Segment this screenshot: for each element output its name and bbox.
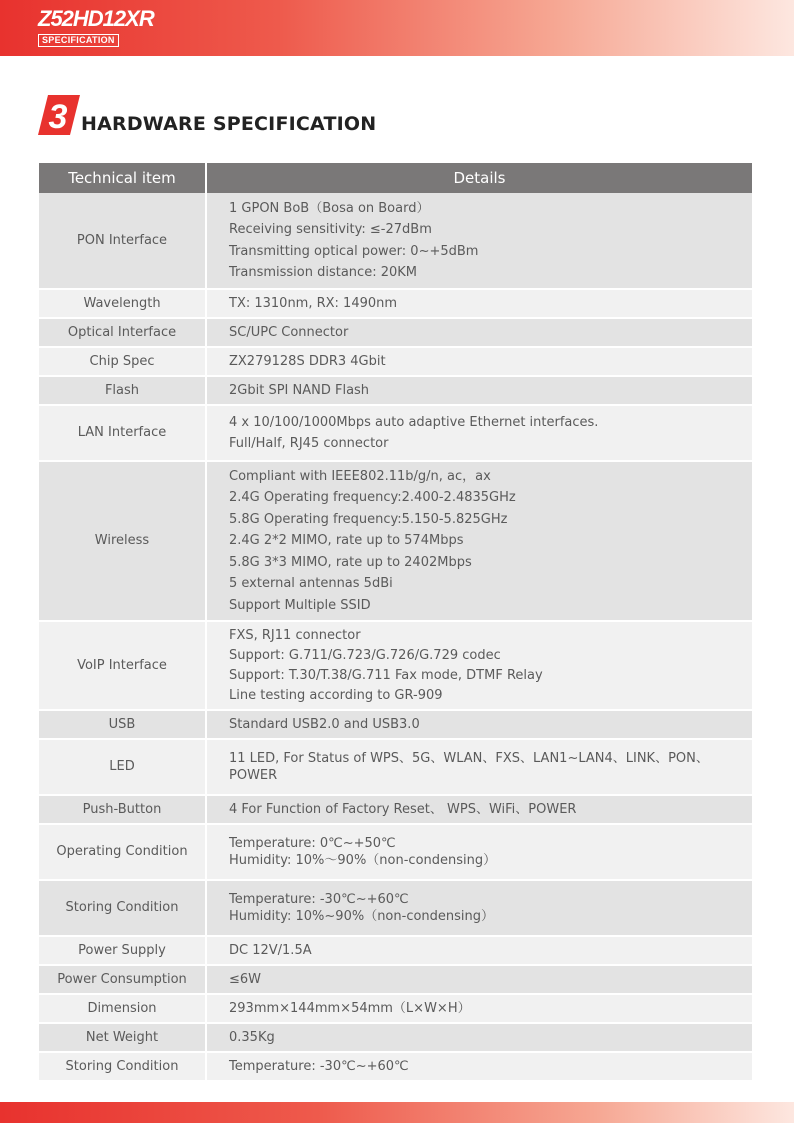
row-details bbox=[206, 461, 752, 621]
section-title: HARDWARE SPECIFICATION bbox=[81, 113, 377, 135]
detail-line: Support: T.30/T.38/G.711 Fax mode, DTMF Relay bbox=[229, 667, 543, 683]
detail-line: Full/Half, RJ45 connector bbox=[229, 436, 389, 451]
table-row bbox=[39, 376, 752, 405]
detail-line: 2.4G Operating frequency:2.400-2.4835GHz bbox=[229, 490, 516, 506]
row-item: Power Supply bbox=[39, 936, 206, 965]
section-heading bbox=[38, 95, 438, 135]
detail-line: Line testing according to GR-909 bbox=[229, 687, 443, 703]
document-type-label: SPECIFICATION bbox=[38, 34, 119, 47]
row-item: VoIP Interface bbox=[39, 621, 206, 710]
row-details bbox=[206, 318, 752, 347]
row-details bbox=[206, 193, 752, 289]
row-item: LED bbox=[39, 739, 206, 795]
detail-line: 293mm×144mm×54mm（L×W×H） bbox=[229, 1000, 471, 1016]
detail-line: 5 external antennas 5dBi bbox=[229, 576, 393, 592]
row-item: Flash bbox=[39, 376, 206, 405]
table-row bbox=[39, 193, 752, 289]
column-header-item: Technical item bbox=[39, 163, 206, 193]
row-details bbox=[206, 347, 752, 376]
detail-line: DC 12V/1.5A bbox=[229, 942, 312, 958]
detail-line: 4 x 10/100/1000Mbps auto adaptive Ethernet interfaces. bbox=[229, 414, 599, 430]
row-item: Push-Button bbox=[39, 795, 206, 824]
table-row bbox=[39, 405, 752, 461]
row-details bbox=[206, 1052, 752, 1081]
detail-line: 0.35Kg bbox=[229, 1029, 275, 1045]
table-row bbox=[39, 880, 752, 936]
detail-line: FXS, RJ11 connector bbox=[229, 627, 361, 643]
table-row bbox=[39, 795, 752, 824]
row-details bbox=[206, 936, 752, 965]
row-details bbox=[206, 795, 752, 824]
detail-line: Humidity: 10%~90%（non-condensing） bbox=[229, 909, 495, 924]
spec-table bbox=[39, 163, 752, 1082]
detail-line: TX: 1310nm, RX: 1490nm bbox=[229, 295, 398, 311]
detail-line: Compliant with IEEE802.11b/g/n, ac，ax bbox=[229, 468, 491, 484]
footer-bar bbox=[0, 1102, 794, 1123]
row-details bbox=[206, 965, 752, 994]
column-header-details: Details bbox=[206, 163, 752, 193]
row-details bbox=[206, 710, 752, 739]
row-details bbox=[206, 824, 752, 880]
row-item: Storing Condition bbox=[39, 880, 206, 936]
detail-line: ≤6W bbox=[229, 971, 262, 987]
row-item: Optical Interface bbox=[39, 318, 206, 347]
detail-line: 5.8G Operating frequency:5.150-5.825GHz bbox=[229, 511, 508, 527]
row-item: Net Weight bbox=[39, 1023, 206, 1052]
row-item: Wireless bbox=[39, 461, 206, 621]
detail-line: Support: G.711/G.723/G.726/G.729 codec bbox=[229, 647, 501, 663]
table-row bbox=[39, 739, 752, 795]
table-row bbox=[39, 1023, 752, 1052]
detail-line: 5.8G 3*3 MIMO, rate up to 2402Mbps bbox=[229, 554, 472, 570]
detail-line: 11 LED, For Status of WPS、5G、WLAN、FXS、LAN1~LAN4、LINK、PON、POWER bbox=[229, 751, 709, 783]
detail-line: Temperature: 0℃~+50℃ bbox=[229, 836, 396, 851]
row-item: PON Interface bbox=[39, 193, 206, 289]
row-item: Chip Spec bbox=[39, 347, 206, 376]
table-row bbox=[39, 289, 752, 318]
detail-line: 1 GPON BoB（Bosa on Board） bbox=[229, 200, 430, 216]
row-details bbox=[206, 376, 752, 405]
table-row bbox=[39, 347, 752, 376]
table-row bbox=[39, 965, 752, 994]
detail-line: Humidity: 10%～90%（non-condensing） bbox=[229, 853, 497, 868]
detail-line: ZX279128S DDR3 4Gbit bbox=[229, 353, 386, 369]
detail-line: Temperature: -30℃~+60℃ bbox=[229, 1058, 409, 1074]
row-item: Power Consumption bbox=[39, 965, 206, 994]
header-bar bbox=[0, 0, 794, 56]
table-row bbox=[39, 461, 752, 621]
row-details bbox=[206, 739, 752, 795]
table-row bbox=[39, 824, 752, 880]
row-details bbox=[206, 1023, 752, 1052]
table-header-row bbox=[39, 163, 752, 193]
row-item: USB bbox=[39, 710, 206, 739]
table-row bbox=[39, 621, 752, 710]
row-details bbox=[206, 405, 752, 461]
detail-line: Support Multiple SSID bbox=[229, 597, 371, 613]
detail-line: SC/UPC Connector bbox=[229, 324, 349, 340]
table-row bbox=[39, 936, 752, 965]
table-row bbox=[39, 318, 752, 347]
detail-line: Temperature: -30℃~+60℃ bbox=[229, 892, 409, 907]
detail-line: 4 For Function of Factory Reset、 WPS、WiFi、POWER bbox=[229, 801, 577, 817]
row-item: Operating Condition bbox=[39, 824, 206, 880]
table-row bbox=[39, 1052, 752, 1081]
section-number-badge bbox=[38, 95, 80, 135]
detail-line: 2Gbit SPI NAND Flash bbox=[229, 382, 370, 398]
row-item: Wavelength bbox=[39, 289, 206, 318]
row-details bbox=[206, 289, 752, 318]
row-item: Dimension bbox=[39, 994, 206, 1023]
row-details bbox=[206, 880, 752, 936]
section-number: 3 bbox=[48, 98, 68, 135]
detail-line: Transmitting optical power: 0~+5dBm bbox=[229, 243, 479, 259]
detail-line: Standard USB2.0 and USB3.0 bbox=[229, 716, 420, 732]
table-row bbox=[39, 994, 752, 1023]
detail-line: Receiving sensitivity: ≤-27dBm bbox=[229, 222, 432, 237]
row-details bbox=[206, 994, 752, 1023]
row-item: LAN Interface bbox=[39, 405, 206, 461]
detail-line: Transmission distance: 20KM bbox=[229, 265, 417, 280]
model-name: Z52HD12XR bbox=[38, 6, 154, 31]
detail-line: 2.4G 2*2 MIMO, rate up to 574Mbps bbox=[229, 533, 464, 549]
row-item: Storing Condition bbox=[39, 1052, 206, 1081]
row-details bbox=[206, 621, 752, 710]
table-row bbox=[39, 710, 752, 739]
